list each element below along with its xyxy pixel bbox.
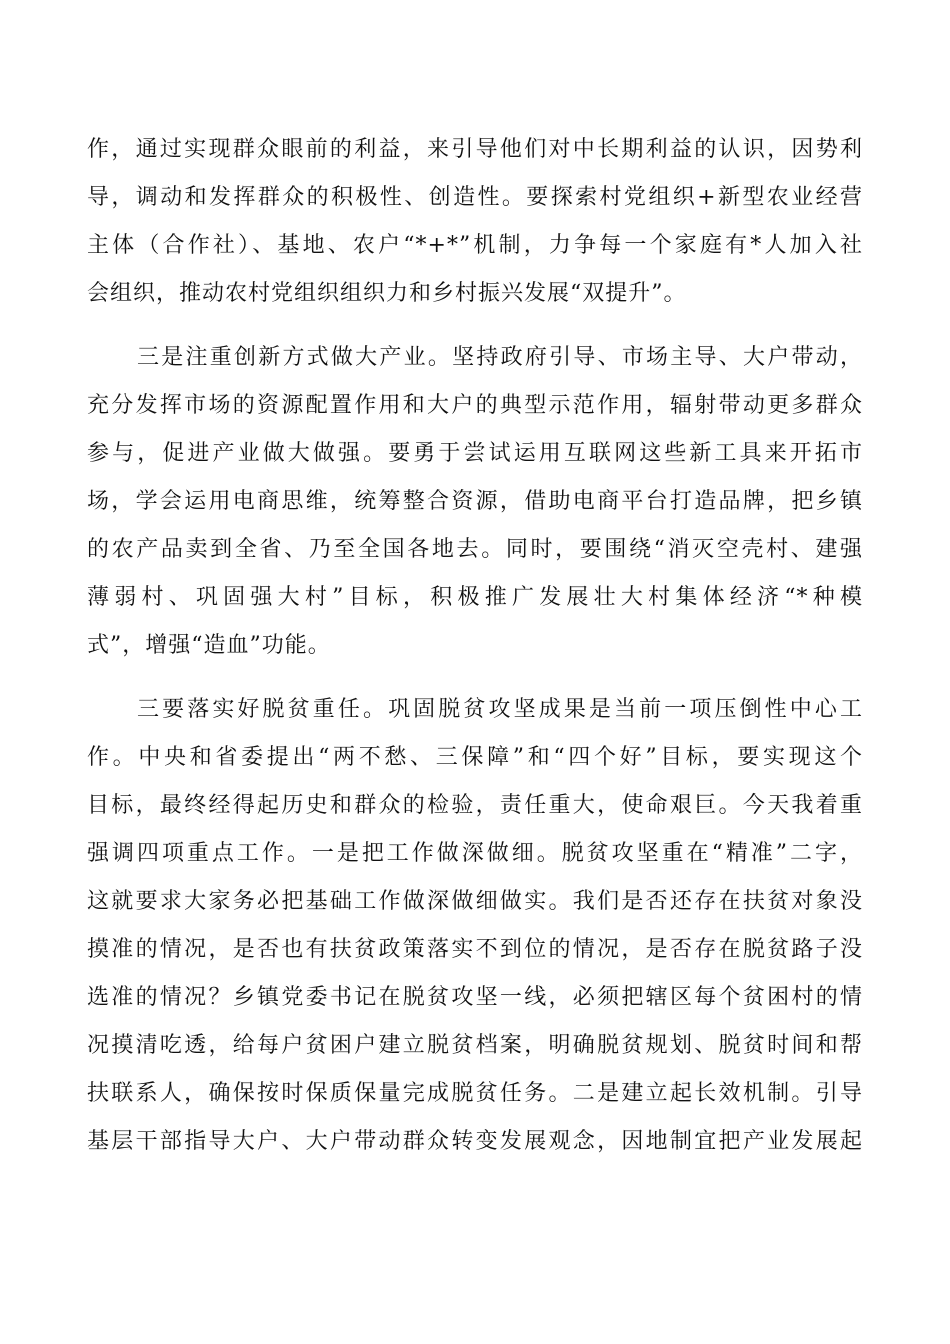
text-line: 导，调动和发挥群众的积极性、创造性。要探索村党组织+新型农业经营	[87, 185, 863, 210]
text-line: 场，学会运用电商思维，统筹整合资源，借助电商平台打造品牌，把乡镇	[87, 489, 863, 514]
text-line: 作，通过实现群众眼前的利益，来引导他们对中长期利益的认识，因势利	[87, 137, 863, 162]
text-line: 式”，增强“造血”功能。	[87, 633, 331, 658]
text-line: 会组织，推动农村党组织组织力和乡村振兴发展“双提升”。	[87, 281, 687, 306]
text-line: 基层干部指导大户、大户带动群众转变发展观念，因地制宜把产业发展起	[87, 1129, 863, 1154]
text-line: 充分发挥市场的资源配置作用和大户的典型示范作用，辐射带动更多群众	[87, 393, 863, 418]
text-line: 主体（合作社）、基地、农户“*+*”机制，力争每一个家庭有*人加入社	[87, 233, 863, 258]
text-line: 这就要求大家务必把基础工作做深做细做实。我们是否还存在扶贫对象没	[87, 889, 863, 914]
text-line: 三是注重创新方式做大产业。坚持政府引导、市场主导、大户带动，	[137, 345, 863, 370]
text-line: 目标，最终经得起历史和群众的检验，责任重大，使命艰巨。今天我着重	[87, 793, 863, 818]
text-line: 三要落实好脱贫重任。巩固脱贫攻坚成果是当前一项压倒性中心工	[137, 697, 863, 722]
text-line: 扶联系人，确保按时保质保量完成脱贫任务。二是建立起长效机制。引导	[87, 1081, 863, 1106]
text-line: 作。中央和省委提出“两不愁、三保障”和“四个好”目标，要实现这个	[87, 745, 863, 770]
text-line: 强调四项重点工作。一是把工作做深做细。脱贫攻坚重在“精准”二字，	[87, 841, 863, 866]
text-line: 况摸清吃透，给每户贫困户建立脱贫档案，明确脱贫规划、脱贫时间和帮	[87, 1033, 863, 1058]
text-line: 的农产品卖到全省、乃至全国各地去。同时，要围绕“消灭空壳村、建强	[87, 537, 863, 562]
text-line: 摸准的情况，是否也有扶贫政策落实不到位的情况，是否存在脱贫路子没	[87, 937, 863, 962]
text-line: 参与，促进产业做大做强。要勇于尝试运用互联网这些新工具来开拓市	[87, 441, 863, 466]
text-line: 薄弱村、巩固强大村”目标，积极推广发展壮大村集体经济“*种模	[87, 585, 863, 610]
text-line: 选准的情况？乡镇党委书记在脱贫攻坚一线，必须把辖区每个贫困村的情	[87, 985, 863, 1010]
